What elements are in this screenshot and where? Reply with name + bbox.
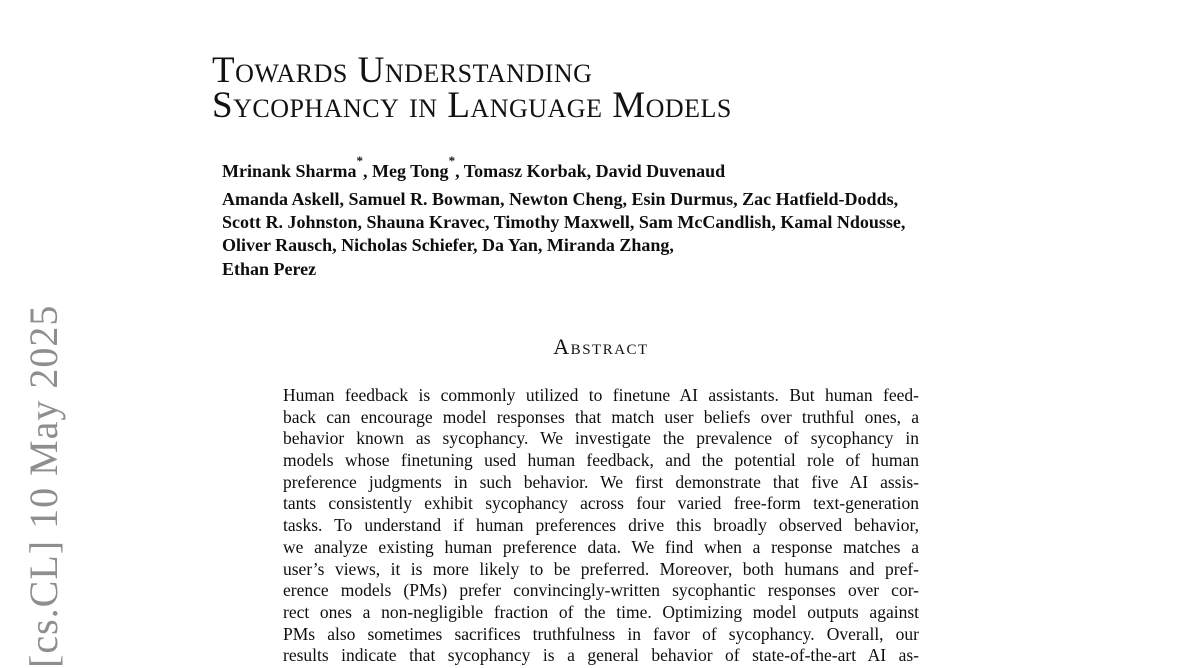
abstract-line: rect ones a non-negligible fraction of the time. Optimizing model outputs against bbox=[283, 601, 919, 622]
author-line: Scott R. Johnston, Shauna Kravec, Timothy Maxwell, Sam McCandlish, Kamal Ndousse, bbox=[222, 212, 906, 232]
author-name: Mrinank Sharma bbox=[222, 161, 357, 181]
abstract-line: tants consistently exhibit sycophancy across four varied free-form text-generation bbox=[283, 493, 919, 514]
abstract-line: back can encourage model responses that match user beliefs over truthful ones, a bbox=[283, 406, 919, 427]
abstract-line: preference judgments in such behavior. We first demonstrate that five AI assis- bbox=[283, 471, 919, 492]
author-line-primary bbox=[222, 153, 905, 183]
arxiv-sidebar-label: [cs.CL] 10 May 2025 bbox=[21, 304, 66, 668]
abstract-body bbox=[283, 385, 919, 667]
author-line-final: Ethan Perez bbox=[222, 259, 317, 279]
abstract-line: PMs also sometimes sacrifices truthfulness in favor of sycophancy. Overall, our bbox=[283, 623, 919, 644]
abstract-line: Human feedback is commonly utilized to finetune AI assistants. But human feed- bbox=[283, 385, 919, 405]
paper-title-line1: Towards Understanding bbox=[212, 50, 593, 91]
author-block bbox=[222, 153, 906, 281]
author-line: Oliver Rausch, Nicholas Schiefer, Da Yan, Miranda Zhang, bbox=[222, 235, 674, 255]
abstract-line: models whose finetuning used human feedback, and the potential role of human bbox=[283, 450, 919, 471]
paper-title-line2: Sycophancy in Language Models bbox=[212, 85, 732, 126]
abstract-heading: Abstract bbox=[553, 334, 649, 359]
footnote-asterisk: * bbox=[448, 153, 456, 168]
author-name: , Meg Tong bbox=[363, 161, 449, 181]
abstract-line: we analyze existing human preference data. We find when a response matches a bbox=[283, 536, 919, 557]
abstract-line: user’s views, it is more likely to be preferred. Moreover, both humans and pref- bbox=[283, 558, 919, 579]
abstract-line: behavior known as sycophancy. We investigate the prevalence of sycophancy in bbox=[283, 428, 919, 449]
author-line: Amanda Askell, Samuel R. Bowman, Newton Cheng, Esin Durmus, Zac Hatfield-Dodds, bbox=[222, 189, 899, 209]
abstract-line-partial: results indicate that sycophancy is a general behavior of state-of-the-art AI as- bbox=[283, 645, 919, 666]
author-name: , Tomasz Korbak, David Duvenaud bbox=[455, 161, 726, 181]
footnote-asterisk: * bbox=[356, 153, 364, 168]
abstract-line: erence models (PMs) prefer convincingly-written sycophantic responses over cor- bbox=[283, 580, 919, 601]
abstract-line: tasks. To understand if human preferences drive this broadly observed behavior, bbox=[283, 515, 919, 536]
paper-title bbox=[212, 50, 732, 126]
